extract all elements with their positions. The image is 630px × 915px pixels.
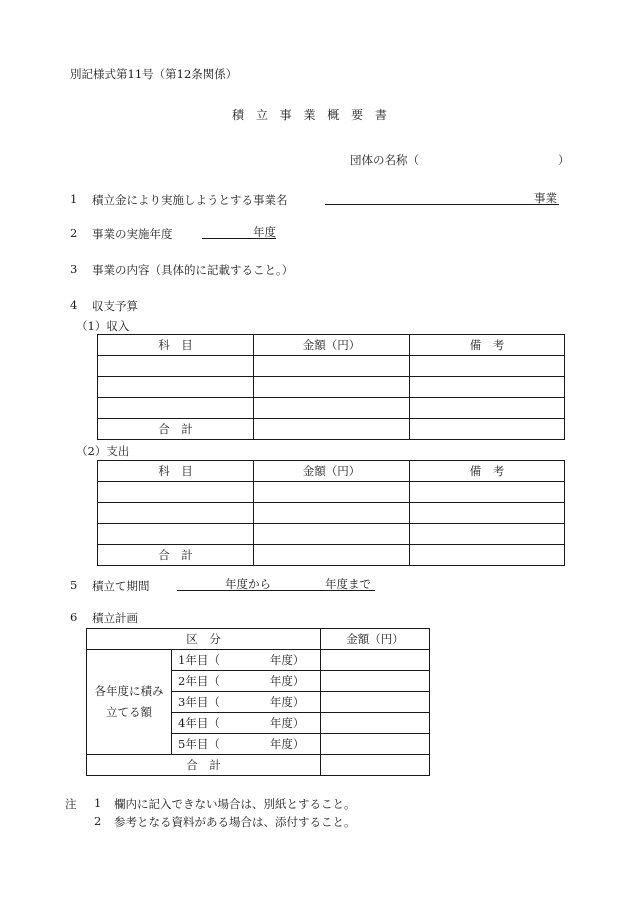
- cell-input[interactable]: [321, 650, 430, 671]
- total-row: [87, 755, 430, 776]
- table-row: [98, 503, 565, 524]
- note-2-text: 参考となる資料がある場合は、添付すること。: [114, 815, 356, 829]
- year-suffix: 年度）: [269, 737, 305, 751]
- note-1-text: 欄内に記入できない場合は、別紙とすること。: [114, 797, 356, 811]
- year-2-cell: [172, 671, 321, 692]
- item3-number: 3: [70, 262, 78, 276]
- year-suffix: 年度）: [269, 695, 305, 709]
- total-label: 合 計: [98, 545, 254, 566]
- cell-input[interactable]: [321, 755, 430, 776]
- year-label: 4年目（: [178, 716, 220, 730]
- item5-number: 5: [70, 578, 78, 592]
- total-label: 合 計: [98, 419, 254, 440]
- cell-input[interactable]: [254, 356, 410, 377]
- year-suffix: 年度）: [269, 674, 305, 688]
- cell-input[interactable]: [254, 524, 410, 545]
- item6-label: 積立計画: [92, 611, 138, 625]
- cell-input[interactable]: [254, 545, 410, 566]
- table-header-row: [98, 335, 565, 356]
- org-name-row: [350, 152, 419, 168]
- year-label: 5年目（: [178, 737, 220, 751]
- header-subject: 科 目: [98, 461, 254, 482]
- year-4-cell: [172, 713, 321, 734]
- year-5-cell: [172, 734, 321, 755]
- cell-input[interactable]: [410, 356, 565, 377]
- year-suffix: 年度）: [269, 716, 305, 730]
- year-suffix: 年度）: [269, 653, 305, 667]
- header-amount: 金額（円）: [321, 629, 430, 650]
- table-row: [98, 482, 565, 503]
- header-remarks: 備 考: [410, 461, 565, 482]
- cell-input[interactable]: [410, 398, 565, 419]
- org-name-close: ）: [558, 153, 570, 167]
- year-label: 1年目（: [178, 653, 220, 667]
- project-name-field[interactable]: [325, 190, 559, 205]
- item5-label: 積立て期間: [92, 579, 150, 593]
- item1-number: 1: [70, 192, 78, 206]
- expense-table: [97, 460, 565, 566]
- period-to: 年度まで: [325, 577, 371, 591]
- org-name-label: 団体の名称（: [350, 153, 419, 167]
- cell-input[interactable]: [98, 398, 254, 419]
- item4-label: 収支予算: [92, 299, 138, 313]
- item3-label: 事業の内容（具体的に記載すること。）: [92, 263, 294, 277]
- year-1-cell: [172, 650, 321, 671]
- expense-label: （2）支出: [76, 444, 130, 458]
- header-category: 区 分: [87, 629, 321, 650]
- cell-input[interactable]: [410, 524, 565, 545]
- cell-input[interactable]: [98, 482, 254, 503]
- income-table: [97, 334, 565, 440]
- cell-input[interactable]: [98, 356, 254, 377]
- cell-input[interactable]: [410, 545, 565, 566]
- table-row: [98, 524, 565, 545]
- table-header-row: [98, 461, 565, 482]
- cell-input[interactable]: [410, 377, 565, 398]
- document-title: 積 立 事 業 概 要 書: [232, 108, 391, 122]
- row-group-label: 各年度に積み立てる額: [87, 650, 172, 755]
- total-row: [98, 419, 565, 440]
- header-amount: 金額（円）: [254, 461, 410, 482]
- total-label: 合 計: [87, 755, 321, 776]
- item1-label: 積立金により実施しようとする事業名: [92, 193, 288, 207]
- item2-label: 事業の実施年度: [92, 227, 173, 241]
- cell-input[interactable]: [254, 503, 410, 524]
- period-from: 年度から: [225, 577, 271, 591]
- table-row: [87, 650, 430, 671]
- savings-plan-table: [86, 628, 430, 776]
- income-label: （1）収入: [76, 319, 130, 333]
- table-row: [98, 377, 565, 398]
- cell-input[interactable]: [98, 524, 254, 545]
- cell-input[interactable]: [254, 377, 410, 398]
- total-row: [98, 545, 565, 566]
- cell-input[interactable]: [321, 671, 430, 692]
- item4-number: 4: [70, 298, 78, 312]
- notes-prefix: 注: [65, 797, 77, 811]
- header-subject: 科 目: [98, 335, 254, 356]
- cell-input[interactable]: [254, 419, 410, 440]
- item6-number: 6: [70, 610, 78, 624]
- cell-input[interactable]: [98, 377, 254, 398]
- table-row: [98, 398, 565, 419]
- cell-input[interactable]: [321, 692, 430, 713]
- cell-input[interactable]: [254, 482, 410, 503]
- header-amount: 金額（円）: [254, 335, 410, 356]
- note-1-number: 1: [94, 796, 102, 810]
- year-3-cell: [172, 692, 321, 713]
- cell-input[interactable]: [321, 734, 430, 755]
- form-label: 別記様式第11号（第12条関係）: [70, 67, 238, 81]
- cell-input[interactable]: [321, 713, 430, 734]
- cell-input[interactable]: [410, 482, 565, 503]
- year-label: 3年目（: [178, 695, 220, 709]
- table-header-row: [87, 629, 430, 650]
- header-remarks: 備 考: [410, 335, 565, 356]
- cell-input[interactable]: [410, 419, 565, 440]
- cell-input[interactable]: [98, 503, 254, 524]
- item2-number: 2: [70, 226, 78, 240]
- item2-suffix: 年度: [253, 225, 276, 239]
- item1-suffix: 事業: [534, 191, 557, 205]
- cell-input[interactable]: [410, 503, 565, 524]
- year-label: 2年目（: [178, 674, 220, 688]
- org-name-field[interactable]: [425, 152, 560, 168]
- note-2-number: 2: [94, 814, 102, 828]
- table-row: [98, 356, 565, 377]
- cell-input[interactable]: [254, 398, 410, 419]
